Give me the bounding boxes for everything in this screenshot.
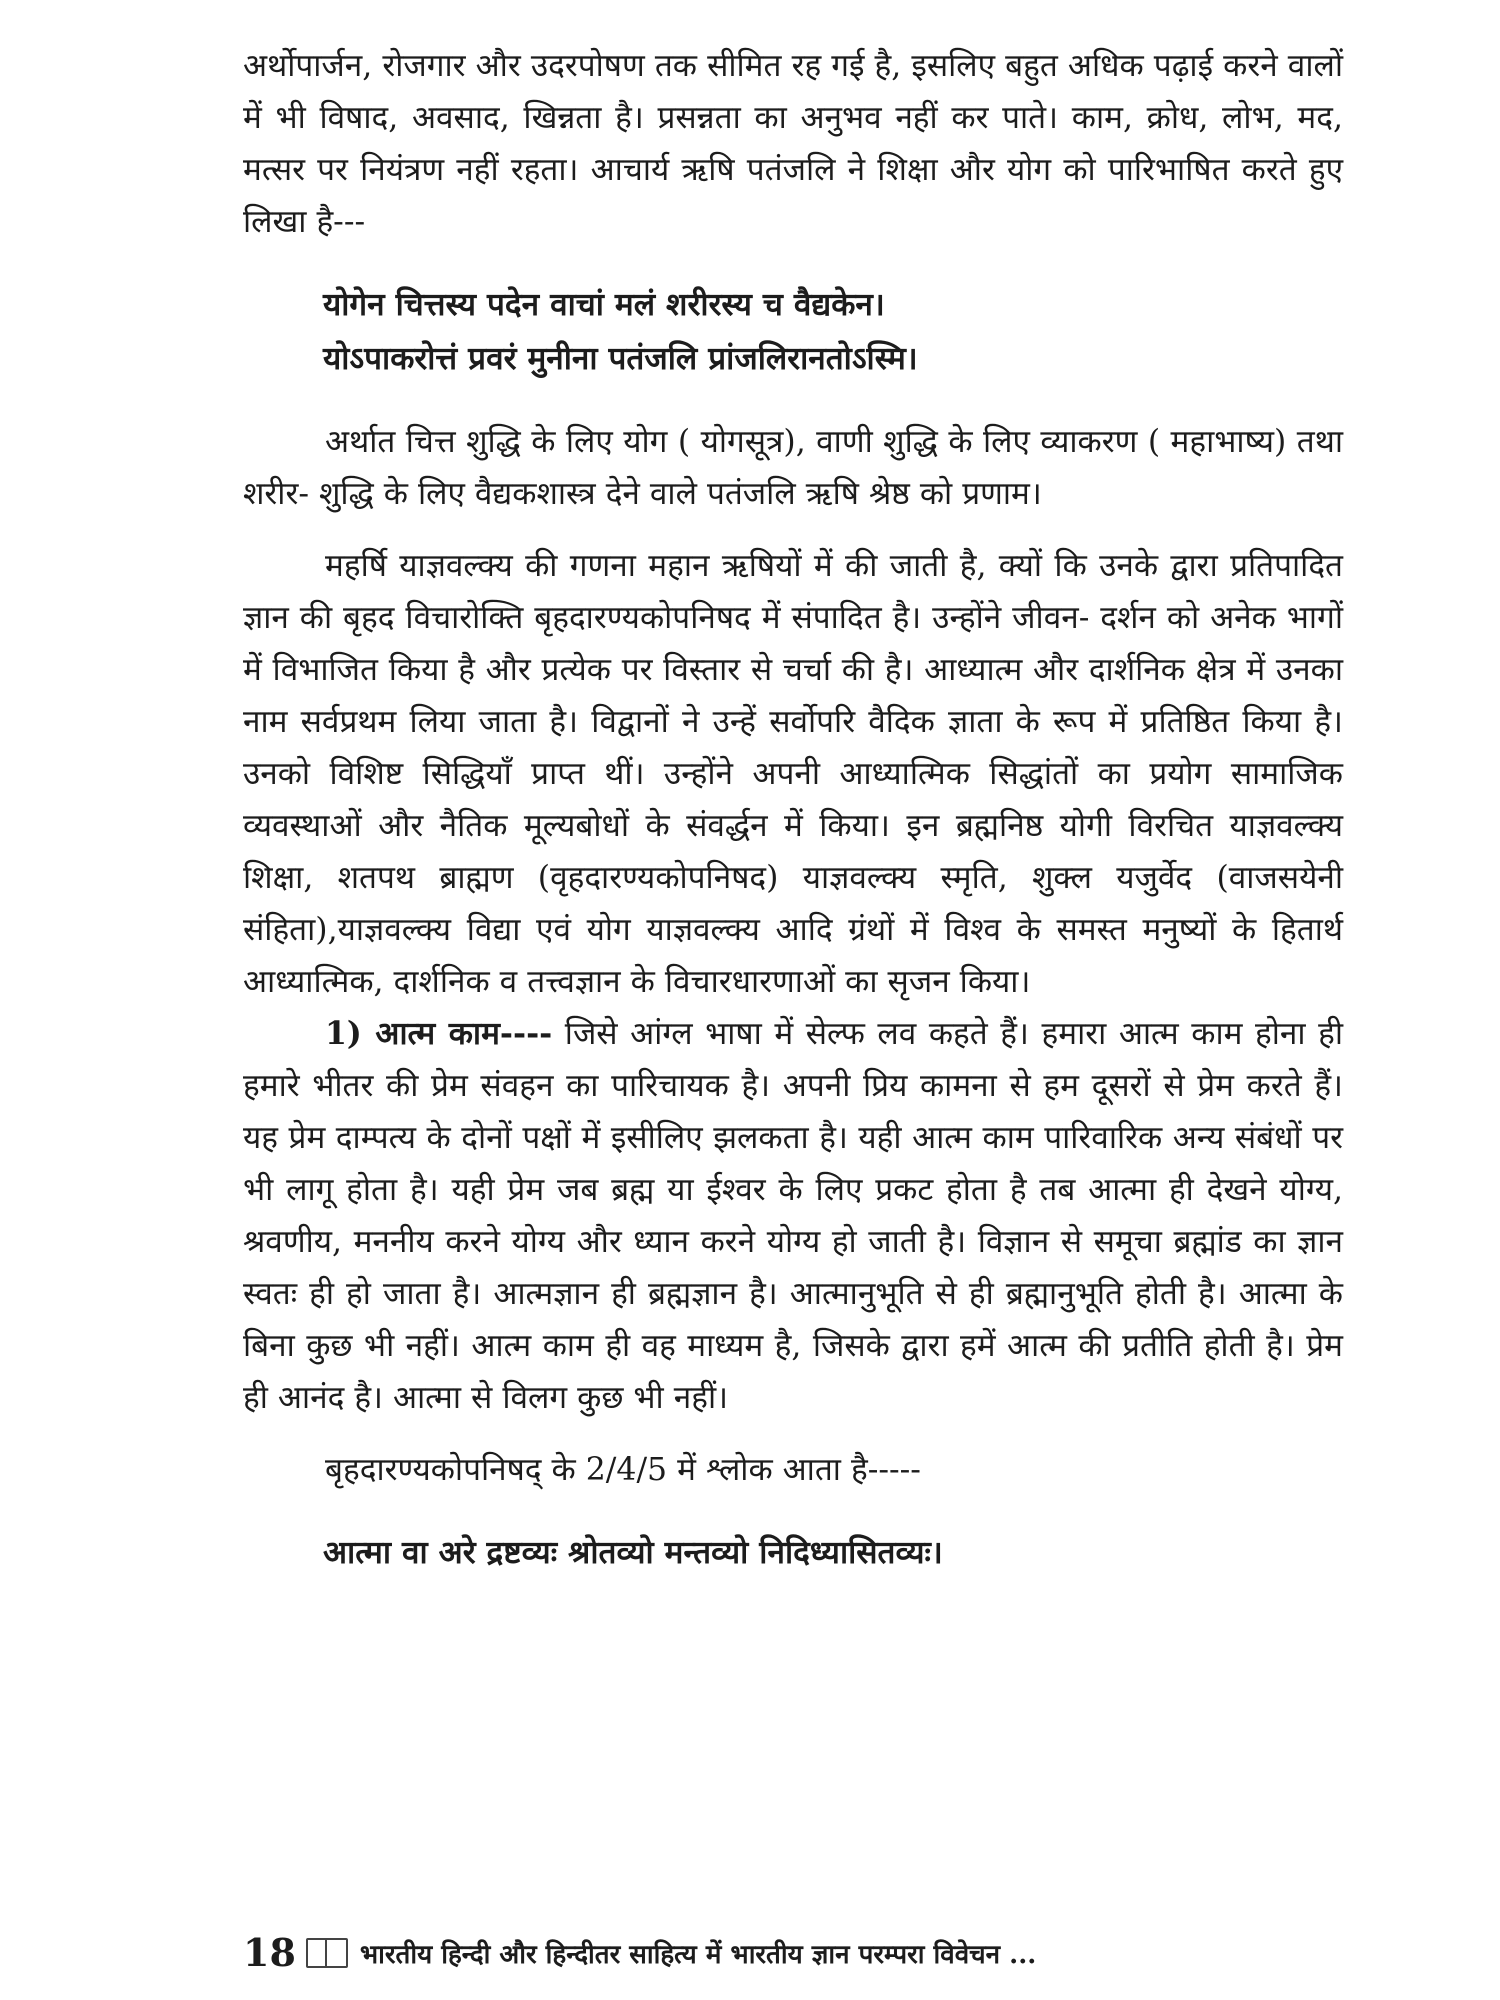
running-title: भारतीय हिन्दी और हिन्दीतर साहित्य में भारतीय ज्ञान परम्परा विवेचन ... <box>359 1939 1037 1970</box>
paragraph-verse-meaning: अर्थात चित्त शुद्धि के लिए योग ( योगसूत्र), वाणी शुद्धि के लिए व्याकरण ( महाभाष्य) तथा शरीर- शुद्धि के लिए वैद्यकशास्त्र देने वाले पतंजलि ऋषि श्रेष्ठ को प्रणाम। <box>243 424 1343 512</box>
section-heading-atma-kama: 1) आत्म काम---- <box>325 1015 553 1052</box>
sanskrit-verse-atma <box>323 1526 1343 1580</box>
paragraph-shloka-intro: बृहदारण्यकोपनिषद् के 2/4/5 में श्लोक आता है----- <box>325 1452 921 1488</box>
section-body-atma-kama: जिसे आंग्ल भाषा में सेल्फ लव कहते हैं। हमारा आत्म काम होना ही हमारे भीतर की प्रेम संवहन का पारिचायक है। अपनी प्रिय कामना से हम दूसरों से प्रेम करते हैं। यह प्रेम दाम्पत्य के दोनों पक्षों में इसीलिए झलकता है। यही आत्म काम पारिवारिक अन्य संबंधों पर भी लागू होता है। यही प्रेम जब ब्रह्म या ईश्वर के लिए प्रकट होता है तब आत्मा ही देखने योग्य, श्रवणीय, मननीय करने योग्य और ध्यान करने योग्य हो जाती है। विज्ञान से समूचा ब्रह्मांड का ज्ञान स्वतः ही हो जाता है। आत्मज्ञान ही ब्रह्मज्ञान है। आत्मानुभूति से ही ब्रह्मानुभूति होती है। आत्मा के बिना कुछ भी नहीं। आत्म काम ही वह माध्यम है, जिसके द्वारा हमें आत्म की प्रतीति होती है। प्रेम ही आनंद है। आत्मा से विलग कुछ भी नहीं। <box>243 1016 1343 1416</box>
sanskrit-verse-patanjali <box>323 278 1343 386</box>
paragraph-yajnavalkya: महर्षि याज्ञवल्क्य की गणना महान ऋषियों में की जाती है, क्यों कि उनके द्वारा प्रतिपादित ज्ञान की बृहद विचारोक्ति बृहदारण्यकोपनिषद में संपादित है। उन्होंने जीवन- दर्शन को अनेक भागों में विभाजित किया है और प्रत्येक पर विस्तार से चर्चा की है। आध्यात्म और दार्शनिक क्षेत्र में उनका नाम सर्वप्रथम लिया जाता है। विद्वानों ने उन्हें सर्वोपरि वैदिक ज्ञाता के रूप में प्रतिष्ठित किया है। उनको विशिष्ट सिद्धियाँ प्राप्त थीं। उन्होंने अपनी आध्यात्मिक सिद्धांतों का प्रयोग सामाजिक व्यवस्थाओं और नैतिक मूल्यबोधों के संवर्द्धन में किया। इन ब्रह्मनिष्ठ योगी विरचित याज्ञवल्क्य शिक्षा, शतपथ ब्राह्मण (वृहदारण्यकोपनिषद) याज्ञवल्क्य स्मृति, शुक्ल यजुर्वेद (वाजसयेनी संहिता),याज्ञवल्क्य विद्या एवं योग याज्ञवल्क्य आदि ग्रंथों में विश्व के समस्त मनुष्यों के हितार्थ आध्यात्मिक, दार्शनिक व तत्त्वज्ञान के विचारधारणाओं का सृजन किया। <box>243 548 1343 1000</box>
verse-line: आत्मा वा अरे द्रष्टव्यः श्रोतव्यो मन्तव्यो निदिध्यासितव्यः। <box>323 1534 943 1571</box>
paragraph-intro: अर्थोपार्जन, रोजगार और उदरपोषण तक सीमित रह गई है, इसलिए बहुत अधिक पढ़ाई करने वालों में भी विषाद, अवसाद, खिन्नता है। प्रसन्नता का अनुभव नहीं कर पाते। काम, क्रोध, लोभ, मद, मत्सर पर नियंत्रण नहीं रहता। आचार्य ऋषि पतंजलि ने शिक्षा और योग को पारिभाषित करते हुए लिखा है--- <box>243 48 1343 240</box>
verse-line: योऽपाकरोत्तं प्रवरं मुनीना पतंजलि प्रांजलिरानतोऽस्मि। <box>323 340 918 377</box>
verse-line: योगेन चित्तस्य पदेन वाचां मलं शरीरस्य च वैद्यकेन। <box>323 286 885 323</box>
page-body <box>243 40 1343 1610</box>
page-footer <box>243 1930 1343 1975</box>
paragraph-atma-kama <box>243 1008 1343 1424</box>
open-book-icon <box>306 1938 348 1968</box>
page-number: 18 <box>243 1930 296 1975</box>
